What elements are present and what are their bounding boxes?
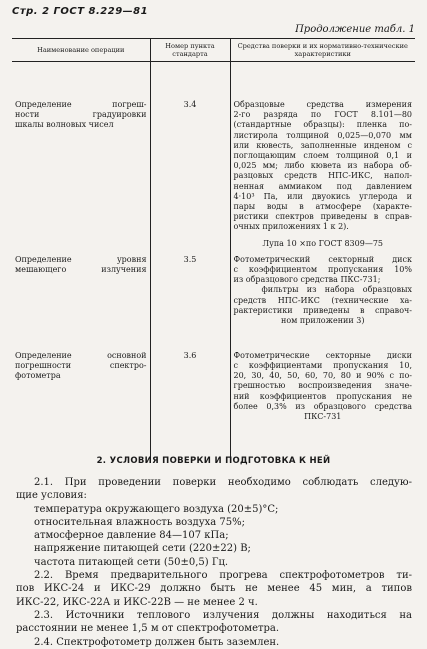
operation-line: погрешности спектро- — [15, 361, 147, 371]
paragraph-line: 2.2. Время предварительного прогрева спектрофотометров ти- — [34, 570, 412, 582]
paragraph-line: 2.1. При проведении поверки необходимо соблюдать следую- — [34, 477, 412, 488]
means-line: более 0,3% из образцового средства — [233, 401, 412, 411]
paragraph-line: относительная влажность воздуха 75%; — [34, 516, 245, 528]
means-line: ристики спектров приведены в справ- — [233, 212, 412, 222]
paragraph-line: 2.3. Источники теплового излучения должны находиться на — [34, 609, 412, 621]
clause-cell: 3.6 — [150, 347, 230, 443]
operation-cell — [12, 62, 150, 249]
means-line: Образцовые средства измерения — [233, 100, 412, 109]
means-line: ненная аммиаком под давлением — [233, 181, 412, 191]
means-line: 0,025 мм; либо кювета из набора об- — [233, 161, 412, 171]
means-line: Лупа 10 ×по ГОСТ 8309—75 — [262, 238, 384, 248]
page-number-and-standard: Стр. 2 ГОСТ 8.229—81 — [12, 6, 149, 17]
paragraph-line: напряжение питающей сети (220±22) В; — [34, 543, 251, 555]
paragraph-line: ИКС-22, ИКС-22А и ИКС-22В — не менее 2 ч. — [16, 596, 258, 608]
operation-cell — [12, 347, 150, 443]
means-line: из образцового средства ПКС-731; — [233, 275, 381, 285]
table-continuation-label: Продолжение табл. 1 — [295, 24, 415, 35]
means-line: грешностью воспроизведения значе- — [233, 381, 412, 391]
table-row — [12, 62, 415, 249]
clause-cell: 3.4 — [150, 62, 230, 249]
means-line: ПКС-731 — [304, 412, 342, 422]
column-header-means: Средства поверки и их нормативно-технические характеристики — [230, 39, 415, 62]
means-line: средств НПС-ИКС (технические ха- — [233, 295, 412, 305]
section-title: 2. УСЛОВИЯ ПОВЕРКИ И ПОДГОТОВКА К НЕЙ — [96, 456, 331, 466]
section-body — [16, 476, 412, 649]
page-header — [12, 6, 415, 35]
operation-line: мешающего излучения — [15, 265, 147, 275]
operation-line: Определение основной — [15, 350, 147, 360]
means-line: ном приложении 3) — [281, 316, 365, 326]
table-row — [12, 347, 415, 443]
means-line: очных приложениях 1 к 2). — [233, 222, 349, 232]
operation-cell — [12, 249, 150, 347]
operation-line: шкалы волновых чисел — [15, 120, 114, 130]
means-line: ний коэффициентов пропускания не — [233, 391, 412, 401]
means-line: 20, 30, 40, 50, 60, 70, 80 и 90% с по- — [233, 371, 412, 381]
operation-line: Определение погреш- — [15, 100, 147, 109]
means-line: 2-го разряда по ГОСТ 8.101—80 — [233, 110, 412, 120]
paragraph-line: расстоянии не менее 1,5 м от спектрофотометра. — [16, 623, 280, 635]
means-line: рактеристики приведены в справоч- — [233, 305, 412, 315]
operation-line: фотометра — [15, 371, 61, 381]
means-line: с коэффициентами пропускания 10, — [233, 361, 412, 371]
verification-table — [12, 38, 415, 463]
column-header-clause: Номер пункта стандарта — [150, 39, 230, 62]
column-header-operation: Наименование операции — [12, 39, 150, 62]
paragraph-line: пов ИКС-24 и ИКС-29 должно быть не менее 45 мин, а типов — [16, 583, 412, 595]
operation-line: Определение уровня — [15, 254, 147, 264]
means-line: или кювесть, заполненные инденом с — [233, 140, 412, 150]
means-cell — [230, 249, 415, 347]
table-row — [12, 249, 415, 347]
means-line: фильтры из набора образцовых — [261, 285, 412, 295]
operation-line: ности градуировки — [15, 110, 147, 120]
means-line: поглощающим слоем толщиной 0,1 и — [233, 151, 412, 161]
clause-cell: 3.5 — [150, 249, 230, 347]
means-cell — [230, 347, 415, 443]
means-line: пары воды в атмосфере (характе- — [233, 202, 412, 212]
paragraph-line: атмосферное давление 84—107 кПа; — [34, 530, 229, 542]
table-header-row — [12, 39, 415, 62]
means-line: разцовых средств НПС-ИКС, напол- — [233, 171, 412, 181]
means-line: 4·10³ Па, или двуокись углерода и — [233, 191, 412, 201]
means-line: с коэффициентом пропускания 10% — [233, 265, 412, 275]
paragraph-line: температура окружающего воздуха (20±5)°С; — [34, 503, 279, 515]
means-line: листирола толщиной 0,025—0,070 мм — [233, 130, 412, 140]
means-line: Фотометрический секторный диск — [233, 254, 412, 264]
means-line: (стандартные образцы): пленка по- — [233, 120, 412, 130]
means-line: Фотометрические секторные диски — [233, 350, 412, 360]
means-cell — [230, 62, 415, 249]
paragraph-line: щие условия: — [16, 490, 87, 502]
paragraph-line: 2.4. Спектрофотометр должен быть заземлен. — [34, 636, 280, 648]
paragraph-line: частота питающей сети (50±0,5) Гц. — [34, 556, 229, 568]
